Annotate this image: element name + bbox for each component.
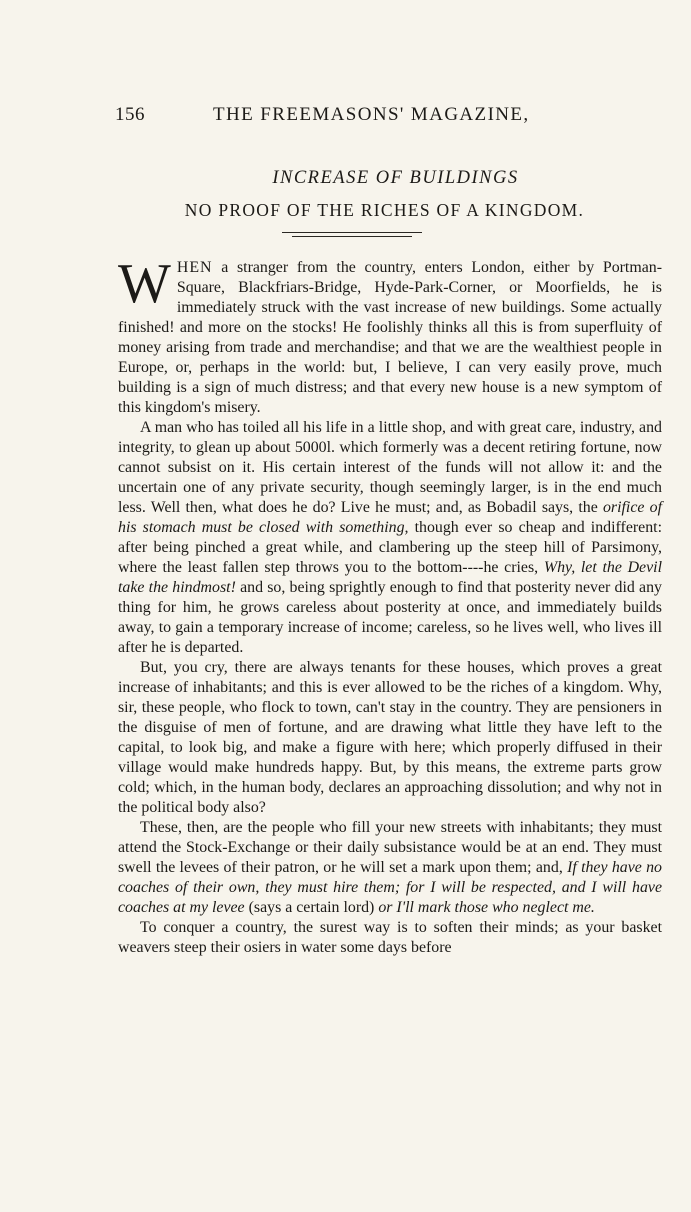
title-divider — [282, 232, 422, 233]
paragraph-4-quote-a: If they have no coaches of their own, they must hire them; for I will be respected, and I will have coaches at my levee — [118, 859, 662, 916]
drop-cap: W — [118, 253, 171, 315]
paragraph-2 — [118, 418, 662, 658]
page-header — [115, 104, 675, 134]
paragraph-4-text-b: (says a certain lord) — [244, 899, 379, 916]
paragraph-1 — [118, 253, 662, 418]
page-number: 156 — [115, 104, 145, 125]
paragraph-4-quote-b: or I'll mark those who neglect me. — [378, 899, 595, 916]
paragraph-4-text-a: These, then, are the people who fill your new streets with inhabitants; they must attend the Stock-Exchange or their daily subsistance would be at an end. They must swell the levees of their patron, or he will set a mark upon them; and, — [118, 819, 662, 876]
article-title-line-2: NO PROOF OF THE RICHES OF A KINGDOM. — [184, 200, 585, 220]
paragraph-2-quote-a: orifice of his stomach must be closed with something, — [118, 499, 662, 536]
paragraph-2-quote-b: Why, let the Devil take the hindmost! — [118, 559, 662, 596]
paragraph-4 — [118, 818, 662, 918]
title-divider-thin — [292, 236, 412, 237]
paragraph-2-text-b: though ever so cheap and indifferent: after being pinched a great while, and clambering up the steep hill of Parsimony, where the least fallen step throws you to the bottom----he cries, — [118, 519, 662, 576]
paragraph-2-text-a: A man who has toiled all his life in a little shop, and with great care, industry, and integrity, to glean up about 5000l. which formerly was a decent retiring fortune, now cannot subsist on it. His certain interest of the funds will not allow it: and the uncertain one of any private security, though seemingly larger, is in the end much less. Well then, what does he do? Live he must; and, as Bobadil says, the — [118, 419, 662, 516]
article-title-line-1: INCREASE OF BUILDINGS — [272, 168, 519, 188]
paragraph-5: To conquer a country, the surest way is to soften their minds; as your basket weavers steep their osiers in water some days before — [118, 919, 662, 956]
paragraph-3: But, you cry, there are always tenants for these houses, which proves a great increase of inhabitants; and this is ever allowed to be the riches of a kingdom. Why, sir, these people, who flock to town, can't stay in the country. They are pensioners in the disguise of men of fortune, and are drawing what little they have left to the capital, to look big, and make a figure with here; which properly diffused in their village would make hundreds happy. But, by this means, the extreme parts grow cold; which, in the human body, declares an approaching dissolution; and why not in the political body also? — [118, 659, 662, 816]
paragraph-2-text-c: and so, being sprightly enough to find that posterity never did any thing for him, he grows careless about posterity at once, and immediately builds away, to gain a temporary increase of income; careless, so he lives well, who lives ill after he is departed. — [118, 579, 662, 656]
opening-word: HEN — [176, 259, 213, 276]
paragraph-1-text: a stranger from the country, enters London, either by Portman-Square, Blackfriars-Bridge, Hyde-Park-Corner, or Moorfields, he is immediately struck with the vast increase of new buildings. Some actually finished! and more on the stocks! He foolishly thinks all this is from superfluity of money arising from trade and merchandise; and that we are the wealthiest people in Europe, or, perhaps in the world: but, I believe, I can very easily prove, much building is a sign of much distress; and that every new house is a new symptom of this kingdom's misery. — [118, 259, 662, 416]
article-body — [118, 253, 662, 958]
running-title: THE FREEMASONS' MAGAZINE, — [213, 104, 530, 125]
